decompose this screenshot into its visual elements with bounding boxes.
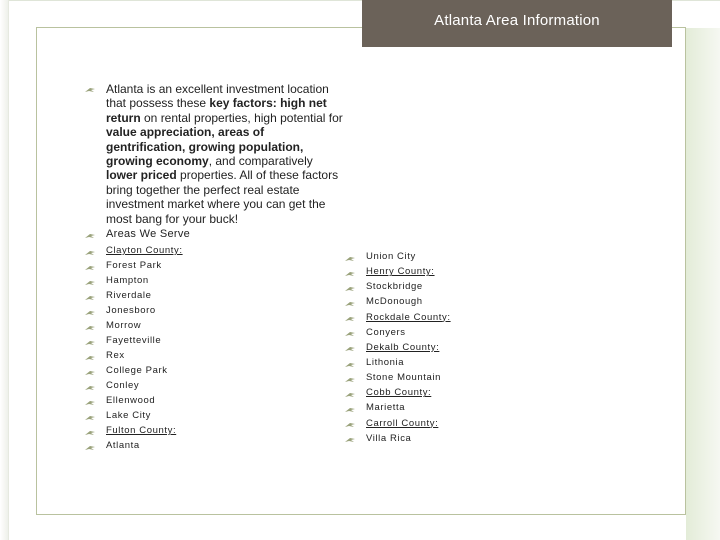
- bullet-icon: [344, 372, 366, 384]
- bullet-icon: [84, 228, 106, 240]
- intro-segment: on rental properties, high potential for: [140, 110, 343, 125]
- intro-bold-segment: lower priced: [106, 168, 177, 183]
- city-list-item: [84, 318, 183, 333]
- bullet-icon: [84, 365, 106, 377]
- county-link-label[interactable]: Cobb County:: [366, 387, 432, 399]
- city-label: McDonough: [366, 296, 423, 308]
- intro-segment: , and comparatively: [208, 154, 313, 169]
- city-label: College Park: [106, 365, 168, 376]
- bullet-icon: [84, 350, 106, 362]
- bullet-icon: [344, 296, 366, 308]
- bullet-icon: [344, 341, 366, 353]
- right-area-list: [344, 249, 451, 446]
- county-link-label[interactable]: Fulton County:: [106, 425, 177, 436]
- bullet-icon: [84, 82, 106, 226]
- city-list-item: [84, 303, 183, 318]
- city-label: Lake City: [106, 410, 152, 421]
- county-link-label[interactable]: Henry County:: [366, 266, 435, 278]
- city-label: Rex: [106, 350, 125, 361]
- areas-heading-text: Areas We Serve: [106, 228, 191, 240]
- city-label: Atlanta: [106, 440, 140, 451]
- city-list-item: [84, 273, 183, 288]
- bullet-icon: [84, 275, 106, 287]
- city-list-item: [84, 333, 183, 348]
- city-label: Stockbridge: [366, 281, 423, 293]
- county-link-label[interactable]: Clayton County:: [106, 245, 183, 256]
- city-list-item: [84, 393, 183, 408]
- city-label: Conyers: [366, 326, 406, 338]
- city-label: Ellenwood: [106, 395, 156, 406]
- left-decorative-bar: [0, 0, 9, 540]
- bullet-icon: [84, 410, 106, 422]
- county-link-item[interactable]: [344, 416, 451, 431]
- city-label: Riverdale: [106, 290, 152, 301]
- county-link-label[interactable]: Carroll County:: [366, 417, 439, 429]
- city-label: Fayetteville: [106, 335, 162, 346]
- intro-bullet: [84, 82, 349, 226]
- bullet-icon: [84, 335, 106, 347]
- county-link-item[interactable]: [344, 310, 451, 325]
- county-link-item[interactable]: [344, 385, 451, 400]
- city-list-item: [84, 348, 183, 363]
- bullet-icon: [344, 417, 366, 429]
- city-label: Marietta: [366, 402, 406, 414]
- bullet-icon: [344, 357, 366, 369]
- areas-heading: [84, 228, 190, 240]
- intro-segment: Atlanta is an excellent investment location that possess these: [106, 82, 329, 111]
- intro-paragraph: [106, 82, 346, 226]
- bullet-icon: [344, 387, 366, 399]
- intro-bold-segment: value appreciation, areas of gentrification, growing population, growing economy: [106, 125, 304, 169]
- bullet-icon: [84, 380, 106, 392]
- slide-title: Atlanta Area Information: [434, 12, 600, 29]
- bullet-icon: [84, 290, 106, 302]
- city-label: Morrow: [106, 320, 142, 331]
- city-label: Conley: [106, 380, 140, 391]
- city-label: Forest Park: [106, 260, 162, 271]
- bullet-icon: [344, 266, 366, 278]
- city-list-item: [344, 370, 451, 385]
- left-area-list: [84, 243, 183, 453]
- bullet-icon: [344, 326, 366, 338]
- intro-segment: properties. All of these factors bring together the perfect real estate investment market where you can get the most bang for your buck!: [106, 168, 339, 226]
- bullet-icon: [84, 320, 106, 332]
- bullet-icon: [344, 311, 366, 323]
- bullet-icon: [344, 402, 366, 414]
- title-banner: [362, 0, 672, 47]
- city-list-item: [344, 325, 451, 340]
- bullet-icon: [344, 251, 366, 263]
- bullet-icon: [84, 395, 106, 407]
- bullet-icon: [84, 440, 106, 452]
- city-label: Villa Rica: [366, 432, 412, 444]
- city-list-item: [84, 438, 183, 453]
- county-link-label[interactable]: Rockdale County:: [366, 311, 451, 323]
- county-link-item[interactable]: [84, 243, 183, 258]
- city-list-item: [344, 431, 451, 446]
- city-list-item: [84, 378, 183, 393]
- city-label: Stone Mountain: [366, 372, 441, 384]
- city-list-item: [84, 363, 183, 378]
- bullet-icon: [84, 425, 106, 437]
- bullet-icon: [344, 281, 366, 293]
- bullet-icon: [84, 260, 106, 272]
- city-list-item: [84, 288, 183, 303]
- county-link-item[interactable]: [344, 264, 451, 279]
- bullet-icon: [84, 245, 106, 257]
- city-label: Jonesboro: [106, 305, 156, 316]
- right-decorative-strip: [686, 28, 720, 540]
- city-list-item: [344, 279, 451, 294]
- county-link-item[interactable]: [84, 423, 183, 438]
- city-label: Lithonia: [366, 357, 405, 369]
- city-list-item: [344, 355, 451, 370]
- city-list-item: [84, 258, 183, 273]
- intro-bold-segment: key factors: high net return: [106, 96, 327, 125]
- city-label: Union City: [366, 251, 416, 263]
- city-list-item: [344, 400, 451, 415]
- bullet-icon: [344, 432, 366, 444]
- city-list-item: [344, 294, 451, 309]
- city-list-item: [84, 408, 183, 423]
- county-link-label[interactable]: Dekalb County:: [366, 341, 440, 353]
- city-label: Hampton: [106, 275, 149, 286]
- bullet-icon: [84, 305, 106, 317]
- county-link-item[interactable]: [344, 340, 451, 355]
- city-list-item: [344, 249, 451, 264]
